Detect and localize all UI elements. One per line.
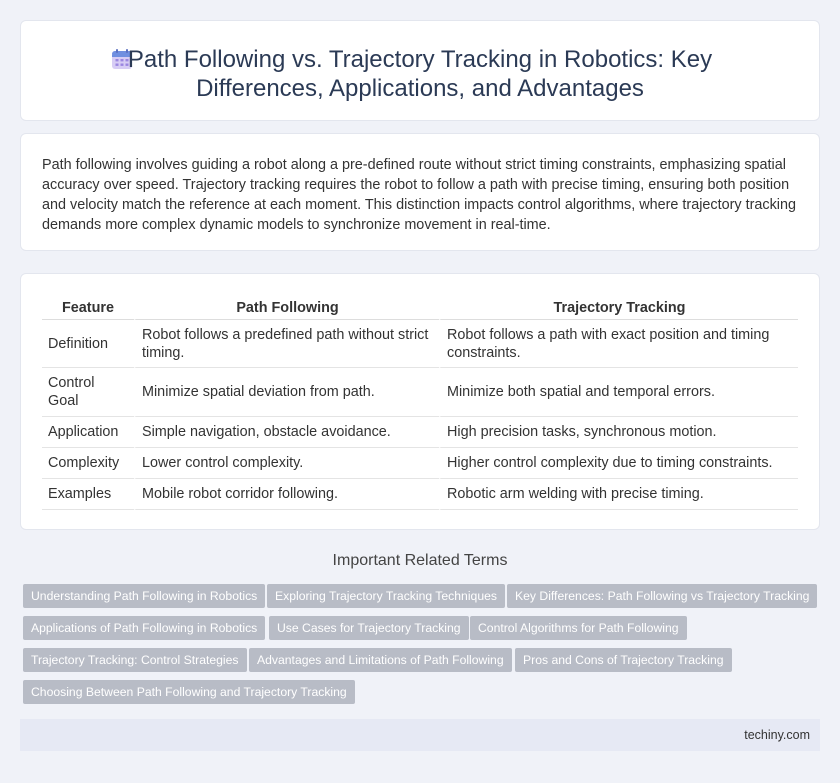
table-cell-path-following: Robot follows a predefined path without strict timing. (134, 320, 439, 368)
page-title (21, 45, 819, 103)
page-title-line-1: Path Following vs. Trajectory Tracking in Robotics: Key (127, 46, 713, 73)
table-cell-path-following: Simple navigation, obstacle avoidance. (134, 417, 439, 448)
table-cell-trajectory-tracking: Robot follows a path with exact position and timing constraints. (439, 320, 798, 368)
related-term-link[interactable]: Trajectory Tracking: Control Strategies (23, 648, 247, 672)
table-row (42, 368, 798, 417)
table-cell-path-following: Minimize spatial deviation from path. (134, 368, 439, 417)
table-cell-feature: Definition (42, 320, 134, 368)
table-cell-feature: Control Goal (42, 368, 134, 417)
table-cell-feature: Examples (42, 479, 134, 510)
table-row (42, 417, 798, 448)
footer (20, 719, 820, 751)
table-cell-feature: Complexity (42, 448, 134, 479)
site-name[interactable]: techiny.com (744, 728, 810, 742)
related-term-link[interactable]: Understanding Path Following in Robotics (23, 584, 265, 608)
related-terms-heading: Important Related Terms (332, 552, 508, 569)
column-header-trajectory-tracking: Trajectory Tracking (439, 296, 798, 320)
table-cell-trajectory-tracking: Minimize both spatial and temporal errors. (439, 368, 798, 417)
related-term-link[interactable]: Exploring Trajectory Tracking Techniques (267, 584, 505, 608)
intro-paragraph: Path following involves guiding a robot along a pre-defined route without strict timing constraints, emphasizing spatial accuracy over speed. Trajectory tracking requires the robot to follow a path with precise timing, ensuring both position and velocity match the reference at each moment. This distinction impacts control algorithms, where trajectory tracking demands more complex dynamic models to synchronize movement in real-time. (42, 157, 796, 233)
related-term-link[interactable]: Pros and Cons of Trajectory Tracking (515, 648, 732, 672)
related-term-link[interactable]: Key Differences: Path Following vs Trajectory Tracking (507, 584, 817, 608)
related-term-link[interactable]: Use Cases for Trajectory Tracking (269, 616, 469, 640)
related-term-link[interactable]: Control Algorithms for Path Following (470, 616, 687, 640)
page-title-line-2: Differences, Applications, and Advantages (196, 75, 644, 102)
related-term-link[interactable]: Advantages and Limitations of Path Following (249, 648, 512, 672)
comparison-card (20, 273, 820, 530)
related-term-link[interactable]: Choosing Between Path Following and Trajectory Tracking (23, 680, 355, 704)
column-header-feature: Feature (42, 296, 134, 320)
table-cell-trajectory-tracking: Higher control complexity due to timing constraints. (439, 448, 798, 479)
intro-card (20, 133, 820, 251)
table-cell-path-following: Mobile robot corridor following. (134, 479, 439, 510)
table-row (42, 479, 798, 510)
related-term-link[interactable]: Applications of Path Following in Robotics (23, 616, 265, 640)
table-cell-path-following: Lower control complexity. (134, 448, 439, 479)
table-cell-trajectory-tracking: High precision tasks, synchronous motion. (439, 417, 798, 448)
table-row (42, 448, 798, 479)
table-cell-trajectory-tracking: Robotic arm welding with precise timing. (439, 479, 798, 510)
table-cell-feature: Application (42, 417, 134, 448)
comparison-table (42, 296, 798, 510)
title-card (20, 20, 820, 121)
table-header-row (42, 296, 798, 320)
column-header-path-following: Path Following (134, 296, 439, 320)
table-row (42, 320, 798, 368)
